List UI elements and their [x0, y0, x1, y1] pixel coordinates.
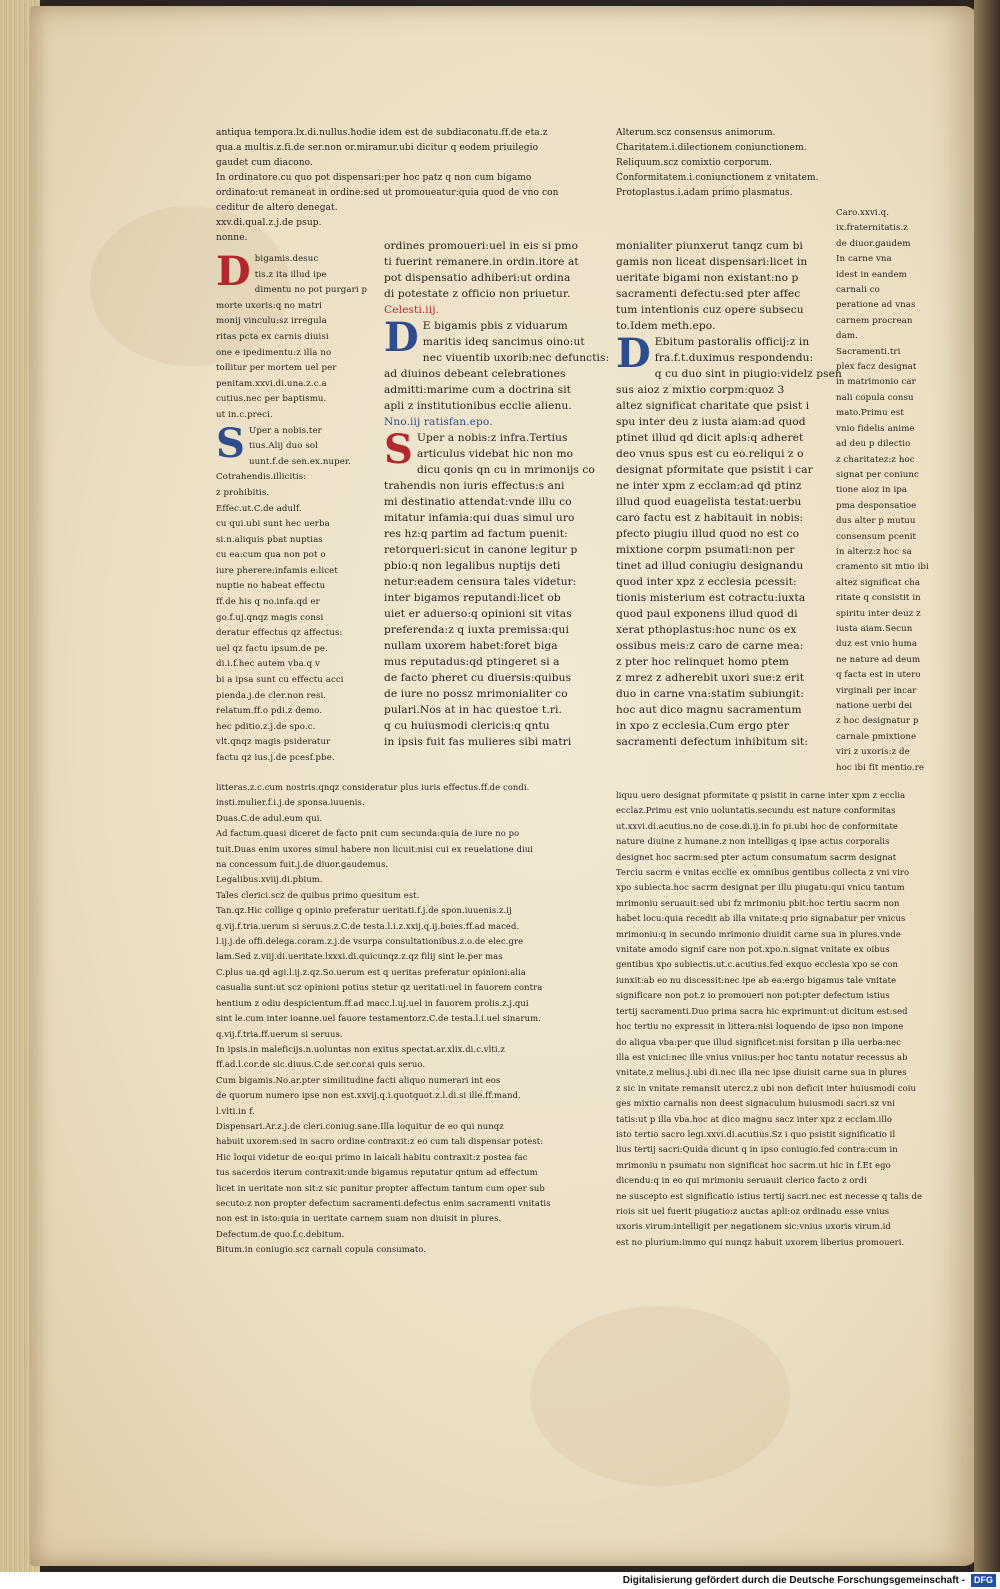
- gloss-line: ut in.c.preci.: [216, 409, 273, 420]
- text-line: in xpo z ecclesia.Cum ergo pter: [616, 720, 790, 732]
- gloss-line: Caro.xxvi.q.: [836, 208, 890, 218]
- gloss-line: si.n.aliquis pbat nuptias: [216, 534, 323, 545]
- gloss-line: habet locu:quia recedit ab illa vnitate:q prio signabatur per vnicus: [616, 913, 906, 924]
- text-line: ossibus meis:z caro de carne mea:: [616, 640, 804, 652]
- gloss-line: ff.ad.l.cor.de sic.diuus.C.de ser.cor.si quis seruo.: [216, 1059, 426, 1070]
- gloss-line: z sic in vnitate remansit utercz.z ubi non deficit inter huiusmodi coiu: [616, 1082, 917, 1093]
- gloss-line: peratione ad vnas: [836, 300, 916, 311]
- gloss-line: ad deu p dilectio: [836, 439, 911, 450]
- gloss-line: Conformitatem.i.coniunctionem z vnitatem.: [616, 173, 819, 183]
- gloss-line: iunxit:ab eo nu discessit:nec ipe ab ea:ergo bigamus tale vnitate: [616, 974, 897, 985]
- gloss-line: ix.fraternitatis.z: [836, 223, 908, 234]
- gloss-bottom-left: [216, 780, 596, 1258]
- gloss-line: C.plus ua.qd agi.l.ij.z.qz.So.uerum est q ueritas preferatur opinioni:alia: [216, 966, 527, 977]
- rubric-line: Celesti.iij.: [384, 304, 440, 316]
- text-line: ne inter xpm z ecclam:ad qd ptinz: [616, 480, 802, 492]
- gloss-line: riois sit uel fuerit piugatio:z auctas apli:oz ordinadu esse vnius: [616, 1205, 890, 1216]
- gloss-line: one e ipedimentu:z illa no: [216, 347, 332, 358]
- text-line: mus reputadus:qd ptingeret si a: [384, 656, 560, 668]
- blue-initial-D: D: [384, 314, 419, 361]
- gloss-line: Terciu sacrm e vnitas ecclie ex omnibus gentibus collecta z vni viro: [616, 867, 910, 878]
- gloss-line: go.f.uj.qnqz magis consi: [216, 612, 324, 623]
- text-line: de iure no possz mrimonialiter co: [384, 688, 568, 700]
- gloss-line: sint le.cum inter ioanne.uel fauore testamentorz.C.de testa.l.i.uel sinarum.: [216, 1013, 541, 1024]
- gloss-line: dus alter p mutuu: [836, 516, 916, 527]
- gloss-line: in matrimonio car: [836, 377, 916, 388]
- text-line: caro factu est z habitauit in nobis:: [616, 512, 804, 524]
- gloss-line: tollitur per mortem uel per: [216, 363, 337, 374]
- gloss-line: bi a ipsa sunt cu effectu acci: [216, 675, 344, 686]
- text-line: quod paul exponens illud quod di: [616, 608, 798, 620]
- gloss-line: uel qz factu ipsum.de pe.: [216, 643, 328, 654]
- digitization-credit-bar: [0, 1572, 1000, 1589]
- gloss-line: gentibus xpo subiectis.ut.c.acutius.fed exquo ecclesia xpo se con: [616, 959, 899, 970]
- text-line: fra.f.t.duximus respondendu:: [654, 352, 814, 364]
- text-line: E bigamis pbis z viduarum: [422, 320, 568, 332]
- gloss-line: mato.Primu est: [836, 408, 904, 419]
- gloss-line: cu qui.ubi sunt hec uerba: [216, 519, 330, 530]
- gloss-line: consensum pcenit: [836, 531, 917, 542]
- gloss-line: liquu uero designat pformitate q psistit in carne inter xpm z ecclia: [616, 790, 906, 800]
- text-line: pulari.Nos at in hac questoe t.ri.: [384, 704, 562, 716]
- text-line: designat pformitate que psistit i car: [616, 464, 813, 476]
- gloss-line: Tales clerici.scz de quibus primo quesitum est.: [216, 889, 420, 900]
- gloss-line: Cotrahendis.illicitis:: [216, 472, 307, 483]
- text-line: spu inter deu z iusta aiam:ad quod: [616, 416, 806, 428]
- text-line: q cu huiusmodi clericis:q qntu: [384, 720, 550, 732]
- text-line: tum intentionis cuz opere subsecu: [616, 304, 804, 316]
- text-line: xerat pthoplastus:hoc nunc os ex: [616, 624, 797, 636]
- gloss-line: nali copula consu: [836, 392, 914, 403]
- text-line: quod inter xpz z ecclesia pcessit:: [616, 576, 797, 588]
- gloss-line: nuptie no habeat effectu: [216, 581, 326, 592]
- gloss-line: Uper a nobis.ter: [249, 425, 322, 436]
- gloss-line: l.ij.j.de offi.delega.coram.z.j.de vsurpa consultationibus.z.o.de elec.gre: [216, 936, 524, 947]
- text-line: trahendis non iuris effectus:s ani: [384, 480, 565, 492]
- gloss-far-right: [836, 206, 954, 776]
- text-line: illud quod euagelista testat:uerbu: [616, 496, 802, 508]
- gloss-line: dimentu no pot purgari p: [254, 285, 368, 296]
- gloss-line: deratur effectus qz affectus:: [216, 628, 343, 639]
- text-line: pfecto piugiu illud quod no est co: [616, 528, 800, 540]
- text-line: pbio:q non legalibus nuptijs deti: [384, 560, 561, 572]
- gloss-line: xpo subiecta.hoc sacrm designat per illu piugatu:qui vnicu tantum: [616, 882, 905, 893]
- gloss-line: tius.Alij duo sol: [249, 441, 318, 452]
- text-line: de facto pheret cu diuersis:quibus: [384, 672, 572, 684]
- gloss-line: z hoc designatur p: [836, 716, 919, 727]
- text-line: pot dispensatio adhiberi:ut ordina: [384, 272, 571, 284]
- gloss-line: hoc tertiu no expressit in littera:nisi loquendo de ipso non impone: [616, 1021, 904, 1032]
- gloss-line: uxoris virum:intelligit per negationem sic:vnius uxoris virum.id: [616, 1221, 891, 1232]
- gloss-line: vnitate amodo signif care non pot.xpo.n.signat vnitate ex oibus: [616, 944, 890, 955]
- gloss-line: z charitatez:z hoc: [836, 454, 915, 465]
- text-line: tinet ad illud coniugiu designandu: [616, 560, 804, 572]
- dfg-logo: DFG: [971, 1574, 996, 1587]
- gloss-line: duz est vnio huma: [836, 639, 918, 650]
- text-line: apli z institutionibus ecclie alienu.: [384, 400, 572, 412]
- gloss-line: carnem procrean: [836, 315, 913, 326]
- gloss-line: virginali per incar: [836, 685, 917, 696]
- gloss-line: vnio fidelis anime: [836, 423, 915, 434]
- gloss-line: q.vij.f.tria.uerum si seruus.z.C.de testa.l.i.z.xxij.q.ij.boies.ff.ad maced.: [216, 920, 520, 931]
- text-line: admitti:marime cum a doctrina sit: [384, 384, 572, 396]
- text-line: z pter hoc relinquet homo ptem: [616, 656, 789, 668]
- gloss-line: Defectum.de quo.f.c.debitum.: [216, 1228, 345, 1239]
- gloss-line: tis.z ita illud ipe: [254, 269, 327, 280]
- gloss-left: [216, 248, 368, 767]
- gloss-line: qua.a multis.z.fi.de ser.non or.miramur.ubi dicitur q eodem priuilegio: [216, 143, 539, 153]
- gloss-line: di.i.f.hec autem vba.q v: [216, 659, 321, 670]
- gloss-line: secuto:z non propter defectum sacramenti.defectus enim sacramenti vnitatis: [216, 1197, 551, 1208]
- text-line: mitatur infamia:qui duas simul uro: [384, 512, 575, 524]
- text-line: ordines promoueri:uel in eis si pmo: [384, 240, 579, 252]
- gloss-line: ut.xxvi.di.acutius.no de cose.di.ij.in fo pi.ubi hoc de conformitate: [616, 820, 898, 831]
- gloss-line: z prohibitis.: [216, 487, 270, 498]
- gloss-line: Ad factum.quasi diceret de facto pnit cum secunda:quia de iure no po: [216, 828, 520, 839]
- gloss-line: tus sacerdos iterum contraxit:unde bigamus reputatur qntum ad effectum: [216, 1167, 538, 1178]
- text-line: gamis non liceat dispensari:licet in: [616, 256, 808, 268]
- gloss-line: ritate q consistit in: [836, 593, 921, 604]
- text-line: Ebitum pastoralis officij:z in: [654, 336, 810, 348]
- gloss-line: lius tertij sacri:Quida dicunt q in ipso coniugio.fed contra:cum in: [616, 1144, 898, 1155]
- gloss-line: natione uerbi dei: [836, 701, 913, 711]
- gloss-line: ceditur de altero denegat.: [216, 203, 338, 213]
- gloss-line: ges mixtio carnalis non deest signaculum huiusmodi sacri.sz vni: [616, 1098, 895, 1109]
- blue-initial-D: D: [616, 330, 651, 377]
- gloss-line: isto tertio sacro legi.xxvi.di.acutius.Sz i quo psistit significatio il: [616, 1128, 896, 1139]
- gloss-line: non est in isto:quia in ueritate carnem suam non diuisit in plures.: [216, 1213, 502, 1224]
- gloss-line: Reliquum.scz comixtio corporum.: [616, 158, 773, 168]
- text-line: duo in carne vna:statim subiungit:: [616, 688, 804, 700]
- gloss-line: de diuor.gaudem: [836, 238, 911, 249]
- gloss-line: relatum.ff.o pdi.z demo.: [216, 706, 323, 717]
- gloss-bottom-right: [616, 788, 954, 1250]
- text-line: netur:eadem censura tales videtur:: [384, 576, 577, 588]
- text-line: preferenda:z q iuxta premissa:qui: [384, 624, 569, 636]
- gloss-line: illa est vnici:nec ille vnius vniius:per hoc tantu notatur recessus ab: [616, 1051, 908, 1062]
- gloss-line: hentium z odiu despicientum.ff.ad macc.l.uj.uel in fauorem prolis.z.j.qui: [216, 997, 529, 1008]
- text-line: uiet er aduerso:q opinioni sit vitas: [384, 608, 572, 620]
- gloss-line: de quorum numero ipse non est.xxvij.q.i.quotquot.z.l.di.si ille.ff.mand.: [216, 1090, 521, 1101]
- gloss-line: Charitatem.i.dilectionem coniunctionem.: [616, 143, 807, 153]
- text-line: altez significat charitate que psist i: [616, 400, 810, 412]
- text-line: nec viuentib uxorib:nec defunctis:: [422, 352, 610, 364]
- gloss-line: Duas.C.de adul.eum qui.: [216, 812, 323, 823]
- gloss-line: monij vinculu:sz irregula: [216, 316, 327, 327]
- gloss-line: q.vij.f.tria.ff.uerum si seruus.: [216, 1028, 343, 1039]
- gloss-line: cu ea:cum qua non pot o: [216, 550, 326, 561]
- text-line: dicu qonis qn cu in mrimonijs co: [417, 464, 595, 476]
- gloss-line: q facta est in utero: [836, 670, 921, 681]
- gloss-line: est no plurium:immo qui nunqz habuit uxorem liberius promoueri.: [616, 1236, 905, 1247]
- text-line: to.Idem meth.epo.: [616, 320, 716, 332]
- gloss-line: Dispensari.Ar.z.j.de cleri.coniug.sane.Illa loquitur de eo qui nunqz: [216, 1120, 504, 1131]
- text-line: nullam uxorem habet:foret biga: [384, 640, 558, 652]
- text-line: tionis misterium est cotractu:iuxta: [616, 592, 806, 604]
- gloss-line: Sacramenti.tri: [836, 346, 901, 357]
- gloss-line: tatis:ut p illa vba.hoc at dico magnu sacz inter xpz z ecclam.illo: [616, 1113, 893, 1124]
- text-line: monialiter piunxerut tanqz cum bi: [616, 240, 804, 252]
- gloss-line: bigamis.desuc: [254, 254, 319, 264]
- gloss-line: gaudet cum diacono.: [216, 158, 314, 168]
- gloss-line: signat per coniunc: [836, 469, 919, 480]
- text-line: ad diuinos debeant celebrationes: [384, 368, 566, 380]
- gloss-line: pma desponsatioe: [836, 500, 917, 511]
- gloss-line: carnale pmixtione: [836, 731, 917, 742]
- manuscript-page: [30, 6, 978, 1566]
- gloss-line: designet hoc sacrm:sed pter actum consumatum sacrm designat: [616, 851, 897, 862]
- gloss-top: [216, 126, 586, 246]
- gloss-line: dam.: [836, 331, 858, 342]
- gloss-line: vnitate.z melius.j.ubi di.nec illa nec ipse diuisit carne sua in plures: [616, 1067, 907, 1078]
- book-gutter: [974, 0, 1000, 1572]
- gloss-line: ritas pcta ex carnis diuisi: [216, 331, 329, 342]
- text-line: ptinet illud qd dicit apls:q adheret: [616, 432, 804, 444]
- gloss-line: carnali co: [836, 285, 880, 296]
- gloss-line: ne suscepto est significatio istius tertij sacri.nec est necesse q talis de: [616, 1190, 923, 1201]
- text-column-middle: [384, 238, 610, 750]
- gloss-line: Alterum.scz consensus animorum.: [616, 128, 776, 138]
- paper-stain: [530, 1306, 790, 1486]
- gloss-line: Legalibus.xviij.di.pbium.: [216, 874, 323, 885]
- gloss-line: cramento sit mtio ibi: [836, 562, 929, 573]
- gloss-line: spiritu inter deuz z: [836, 608, 921, 619]
- gloss-line: dicendu:q in eo qui mrimoniu seruauit clerico facto z ordi: [616, 1175, 867, 1186]
- rubric-line: Nno.iij ratisfan.epo.: [384, 416, 493, 428]
- text-line: ti fuerint remanere.in ordin.itore at: [384, 256, 579, 268]
- gloss-line: casualia sunt:ut scz opinioni potius stetur qz ueritati:uel in fauorem contra: [216, 982, 543, 993]
- text-line: mixtione corpm psumati:non per: [616, 544, 795, 556]
- gloss-line: Effec.ut.C.de adulf.: [216, 503, 302, 514]
- text-line: articulus videbat hic non mo: [417, 448, 574, 460]
- text-line: z mrez z adherebit uxori sue:z erit: [616, 672, 805, 684]
- gloss-line: viri z uxoris:z de: [836, 747, 910, 758]
- gloss-line: iure pherere:infamis e:licet: [216, 565, 338, 576]
- gloss-line: licet in ueritate non sit:z sic punitur propter affectum tantum cum oper sub: [216, 1182, 545, 1193]
- gloss-line: ne nature ad deum: [836, 654, 921, 665]
- gloss-line: lam.Sed z.viij.di.ueritate.lxxxi.di.quicunqz.z.qz filij sint le.per mas: [216, 951, 503, 962]
- gloss-line: xxv.di.qual.z.j.de psup.: [216, 218, 322, 228]
- gloss-line: in alterz:z hoc sa: [836, 546, 912, 557]
- red-initial-S: S: [384, 426, 413, 473]
- credit-text: Digitalisierung gefördert durch die Deutsche Forschungsgemeinschaft -: [622, 1575, 965, 1586]
- gloss-line: plex facz designat: [836, 362, 917, 373]
- text-line: res hz:q partim ad factum puenit:: [384, 528, 568, 540]
- gloss-line: iusta aiam.Secun: [836, 623, 913, 634]
- gloss-line: l.vlti.in f.: [216, 1105, 255, 1116]
- text-line: hoc aut dico magnu sacramentum: [616, 704, 802, 716]
- text-line: deo vnus spus est cu eo.reliqui z o: [616, 448, 804, 460]
- gloss-line: tertij sacramenti.Duo prima sacra hic exprimunt:ut dicitum est:sed: [616, 1005, 908, 1016]
- text-line: ueritate bigami non existant:no p: [616, 272, 799, 284]
- text-line: inter bigamos reputandi:licet ob: [384, 592, 561, 604]
- gloss-line: Bitum.in coniugio.scz carnali copula consumato.: [216, 1244, 427, 1255]
- gloss-line: pienda.j.de cler.non resi.: [216, 690, 327, 701]
- gloss-line: hoc ibi fit mentio.re: [836, 762, 925, 773]
- gloss-line: idest in eandem: [836, 269, 907, 280]
- gloss-line: ecclaz.Primu est vnio uoluntatis.secundu est nature conformitas: [616, 805, 896, 816]
- text-line: maritis ideq sancimus oino:ut: [422, 336, 585, 348]
- text-line: sus aioz z mixtio corpm:quoz 3: [616, 384, 785, 396]
- gloss-line: significare non pot.z io promoueri non pot:pter defectum istius: [616, 990, 890, 1001]
- gloss-line: cutius.nec per baptismu.: [216, 394, 327, 405]
- gloss-line: factu qz ius.j.de pcesf.pbe.: [216, 753, 335, 763]
- gloss-line: nonne.: [216, 233, 248, 243]
- gloss-line: penitam.xxvi.di.una.z.c.a: [216, 378, 327, 389]
- gloss-line: Tan.qz.Hic collige q opinio preferatur ueritati.f.j.de spon.iuuenis.z.ij: [216, 905, 512, 916]
- gloss-line: mrimoniu n psumatu non significat hoc sacrm.ut hic in f.Et ego: [616, 1159, 891, 1170]
- gloss-line: ordinato:ut remaneat in ordine:sed ut promoueatur:quia quod de vno con: [216, 188, 559, 198]
- gloss-line: antiqua tempora.lx.di.nullus.hodie idem est de subdiaconatu.ff.de eta.z: [216, 128, 548, 138]
- gloss-line: In ipsis.in maleficijs.n.uoluntas non exitus spectat.ar.xlix.di.c.vlti.z: [216, 1043, 505, 1054]
- gloss-line: mrimoniu seruauit:sed ubi fz mrimoniu pbit:hoc tertiu sacrm non: [616, 897, 900, 908]
- gloss-line: Hic loqui videtur de eo:qui primo in laicali habitu contraxit:z postea fac: [216, 1151, 528, 1162]
- gloss-line: Protoplastus.i.adam primo plasmatus.: [616, 188, 793, 198]
- gloss-line: In carne vna: [836, 254, 892, 265]
- text-line: in ipsis fuit fas mulieres sibi matri: [384, 736, 572, 748]
- text-line: sacramenti defectum inhibitum sit:: [616, 736, 809, 748]
- text-line: retorqueri:sicut in canone legitur p: [384, 544, 578, 556]
- gloss-line: ff.de his q no.infa.qd er: [216, 597, 320, 608]
- gloss-line: hec pditio.z.j.de spo.c.: [216, 721, 316, 732]
- text-line: mi destinatio attendat:vnde illu co: [384, 496, 572, 508]
- gloss-line: insti.mulier.f.i.j.de sponsa.iuuenis.: [216, 797, 365, 808]
- gloss-line: tione aioz in ipa: [836, 485, 908, 496]
- red-initial-D: D: [216, 248, 251, 295]
- gloss-line: tuit.Duas enim uxores simul habere non licuit:nisi cui ex reuelatione diui: [216, 843, 534, 854]
- text-line: di potestate z officio non priuetur.: [384, 288, 571, 300]
- text-column-right: [616, 238, 842, 750]
- gloss-line: habuit uxorem:sed in sacro ordine contraxit:z eo cum tali dispensar potest:: [216, 1136, 544, 1147]
- blue-initial-S: S: [216, 419, 245, 467]
- gloss-line: nature diuine z humane.z non intelligas q ipse actus corporalis: [616, 836, 890, 847]
- gloss-line: litteras.z.c.cum nostris.qnqz consideratur plus iuris effectus.ff.de condi.: [216, 782, 530, 792]
- gloss-line: In ordinatore.cu quo pot dispensari:per hoc patz q non cum bigamo: [216, 173, 532, 183]
- gloss-line: do aliqua vba:per que illud significet:nisi forsitan p illa uerba:nec: [616, 1036, 901, 1047]
- gloss-line: mrimoniu:q in secundo mrimonio diuidit carne sua in plures.vnde: [616, 928, 901, 939]
- gloss-line: na concessum fuit.j.de diuor.gaudemus.: [216, 859, 389, 870]
- text-line: sacramenti defectu:sed pter affec: [616, 288, 801, 300]
- text-line: q cu duo sint in piugio:videlz psen: [654, 368, 842, 380]
- gloss-line: Cum bigamis.No.ar.pter similitudine facti aliquo numerari int eos: [216, 1074, 501, 1085]
- gloss-line: morte uxoris:q no matri: [216, 300, 322, 311]
- text-line: Uper a nobis:z infra.Tertius: [417, 432, 568, 444]
- gloss-line: vlt.qnqz magis psideratur: [216, 737, 331, 748]
- gloss-line: altez significat cha: [836, 577, 921, 588]
- gloss-line: uunt.f.de sen.ex.nuper.: [249, 456, 351, 467]
- gloss-right-top: [616, 126, 866, 201]
